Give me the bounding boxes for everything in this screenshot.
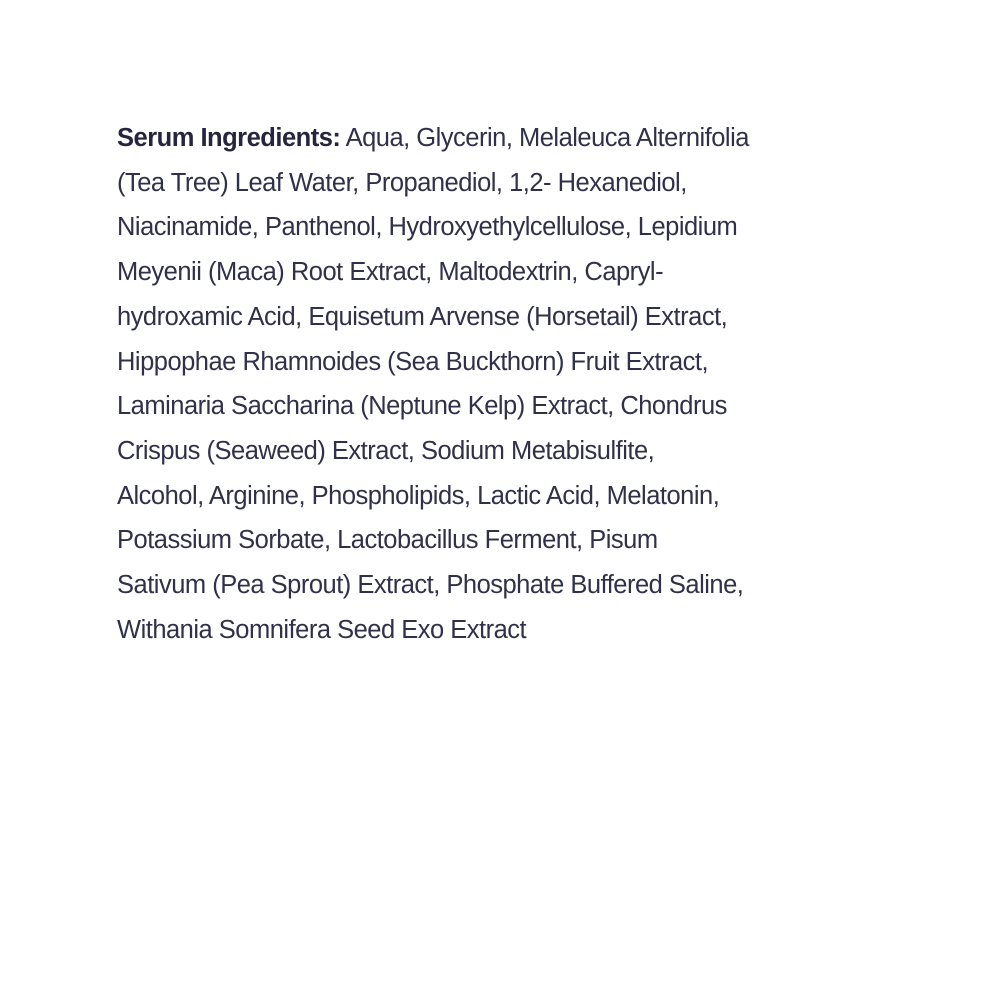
- ingredients-line-1: [117, 116, 867, 161]
- ingredients-line-10: Potassium Sorbate, Lactobacillus Ferment, Pisum: [117, 526, 658, 555]
- ingredients-line-5: hydroxamic Acid, Equisetum Arvense (Horsetail) Extract,: [117, 302, 728, 331]
- ingredients-label: Serum Ingredients:: [117, 124, 341, 152]
- ingredients-line-12: Withania Somnifera Seed Exo Extract: [117, 615, 527, 644]
- ingredients-text: Aqua, Glycerin, Melaleuca Alternifolia: [340, 124, 749, 152]
- ingredients-line-2: (Tea Tree) Leaf Water, Propanediol, 1,2- Hexanediol,: [117, 168, 687, 197]
- ingredients-line-4: Meyenii (Maca) Root Extract, Maltodextrin, Capryl-: [117, 258, 664, 287]
- ingredients-line-3: Niacinamide, Panthenol, Hydroxyethylcellulose, Lepidium: [117, 213, 738, 242]
- ingredients-line-9: Alcohol, Arginine, Phospholipids, Lactic Acid, Melatonin,: [117, 481, 720, 510]
- ingredients-line-8: Crispus (Seaweed) Extract, Sodium Metabisulfite,: [117, 436, 655, 465]
- ingredients-paragraph: [117, 116, 867, 652]
- ingredients-line-7: Laminaria Saccharina (Neptune Kelp) Extract, Chondrus: [117, 392, 727, 421]
- ingredients-line-6: Hippophae Rhamnoides (Sea Buckthorn) Fruit Extract,: [117, 347, 709, 376]
- ingredients-line-11: Sativum (Pea Sprout) Extract, Phosphate Buffered Saline,: [117, 571, 744, 600]
